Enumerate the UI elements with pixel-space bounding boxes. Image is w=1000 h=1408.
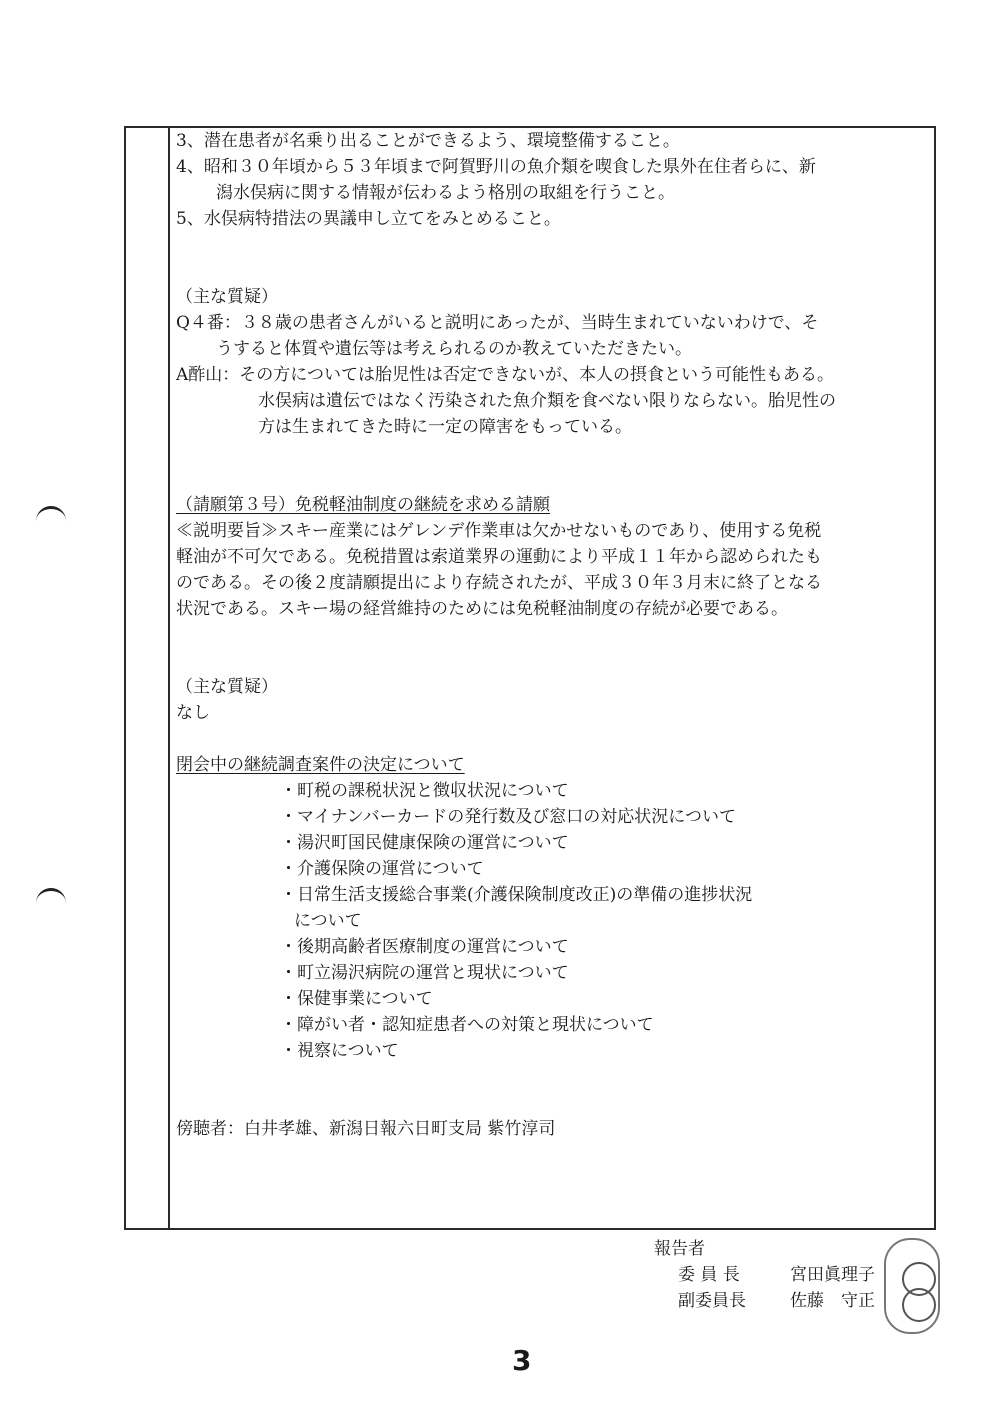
seal-stamp-outline	[884, 1238, 940, 1334]
question-line	[176, 310, 934, 336]
reporter-label: 報告者	[654, 1239, 705, 1259]
reporter-block	[654, 1236, 875, 1314]
question-continuation: うすると体質や遺伝等は考えられるのか教えていただきたい。	[216, 339, 692, 359]
survey-item: ・湯沢町国民健康保険の運営について	[280, 833, 569, 853]
continued-survey-title: 閉会中の継続調査案件の決定について	[176, 755, 465, 775]
chair-name: 宮田眞理子	[790, 1265, 875, 1285]
page-number: 3	[512, 1344, 532, 1377]
answer-text: その方については胎児性は否定できないが、本人の摂食という可能性もある。	[239, 365, 834, 385]
list-item: 3、潜在患者が名乗り出ることができるよう、環境整備すること。	[176, 131, 680, 151]
vice-name: 佐藤 守正	[790, 1291, 875, 1311]
continued-survey-section	[176, 752, 934, 1064]
qa-heading: （主な質疑）	[176, 677, 278, 697]
survey-item: ・視察について	[280, 1041, 399, 1061]
list-item-continuation: 潟水俣病に関する情報が伝わるよう格別の取組を行うこと。	[216, 183, 675, 203]
list-item: 5、水俣病特措法の異議申し立てをみとめること。	[176, 209, 561, 229]
vice-role: 副委員長	[678, 1291, 746, 1311]
petition-3-text: ≪説明要旨≫スキー産業にはゲレンデ作業車は欠かせないものであり、使用する免税	[176, 521, 822, 541]
qa-heading: （主な質疑）	[176, 287, 278, 307]
petition-3-text: 軽油が不可欠である。免税措置は索道業界の運動により平成１１年から認められたも	[176, 547, 822, 567]
qa-section-1	[176, 284, 934, 440]
petition-3-text: のである。その後２度請願提出により存続されたが、平成３０年３月末に終了となる	[176, 573, 822, 593]
binder-hole-bottom	[36, 888, 66, 913]
qa-section-2	[176, 674, 934, 726]
survey-item: ・日常生活支援総合事業(介護保険制度改正)の準備の進捗状況	[280, 885, 753, 905]
petition-3-title: （請願第３号）免税軽油制度の継続を求める請願	[176, 495, 550, 515]
answer-continuation: 方は生まれてきた時に一定の障害をもっている。	[258, 417, 632, 437]
survey-item: ・町立湯沢病院の運営と現状について	[280, 963, 569, 983]
survey-item: ・保健事業について	[280, 989, 433, 1009]
survey-item: ・後期高齢者医療制度の運営について	[280, 937, 569, 957]
petition-3-text: 状況である。スキー場の経営維持のためには免税軽油制度の存続が必要である。	[176, 599, 788, 619]
binder-hole-top	[36, 506, 66, 531]
petition-3-section	[176, 492, 934, 622]
reporter-vice	[654, 1288, 875, 1314]
qa-none: なし	[176, 703, 210, 723]
frame-left-column-divider	[168, 126, 170, 1230]
survey-item: ・マイナンバーカードの発行数及び窓口の対応状況について	[280, 807, 736, 827]
survey-item: ・障がい者・認知症患者への対策と現状について	[280, 1015, 654, 1035]
answer-line	[176, 362, 934, 388]
survey-list	[176, 778, 934, 1064]
answer-label: A酢山：	[176, 365, 240, 385]
question-text: ３８歳の患者さんがいると説明にあったが、当時生まれていないわけで、そ	[240, 313, 819, 333]
survey-item-continuation: について	[294, 911, 362, 931]
survey-item: ・町税の課税状況と徴収状況について	[280, 781, 569, 801]
survey-item: ・介護保険の運営について	[280, 859, 484, 879]
chair-role: 委 員 長	[678, 1265, 740, 1285]
question-label: Q４番：	[176, 313, 241, 333]
audience-line: 傍聴者：白井孝雄、新潟日報六日町支局 紫竹淳司	[176, 1119, 556, 1139]
petition-items-tail	[176, 128, 934, 232]
report-body	[176, 128, 934, 1142]
list-item: 4、昭和３０年頃から５３年頃まで阿賀野川の魚介類を喫食した県外在住者らに、新	[176, 157, 816, 177]
reporter-chair	[654, 1262, 875, 1288]
answer-continuation: 水俣病は遺伝ではなく汚染された魚介類を食べない限りならない。胎児性の	[258, 391, 836, 411]
